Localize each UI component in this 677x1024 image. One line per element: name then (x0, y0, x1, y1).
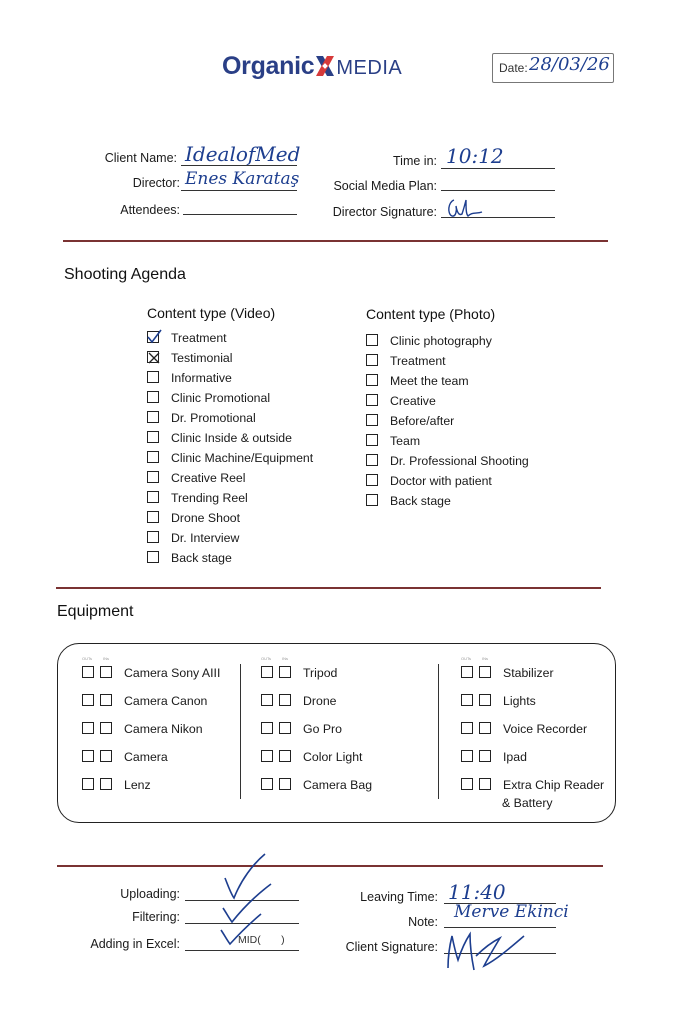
equipment-col1-item-camera-nikon[interactable] (82, 722, 203, 736)
equipment-col1-in-checkbox[interactable] (100, 722, 112, 734)
video-item-dr-promotional[interactable] (147, 408, 313, 428)
equipment-separator-1 (240, 664, 241, 799)
video-item-label: Creative Reel (171, 471, 246, 485)
equipment-col1-in-checkbox[interactable] (100, 666, 112, 678)
equipment-col2-item-label: Go Pro (303, 722, 342, 736)
attendees-label: Attendees: (120, 203, 180, 217)
video-item-label: Drone Shoot (171, 511, 241, 525)
video-checkbox[interactable] (147, 531, 159, 543)
equipment-col3-item-label: Extra Chip Reader (503, 778, 605, 792)
video-item-drone-shoot[interactable] (147, 508, 313, 528)
video-checkbox[interactable] (147, 471, 159, 483)
photo-item-clinic-photography[interactable] (366, 331, 529, 351)
equipment-col1-item-label: Lenz (124, 778, 151, 792)
equipment-col2-in-checkbox[interactable] (279, 722, 291, 734)
equipment-col1-out-checkbox[interactable] (82, 778, 94, 790)
equipment-col2-item-camera-bag[interactable] (261, 778, 372, 792)
leaving-time-value: 11:40 (448, 880, 506, 904)
video-checkbox[interactable] (147, 351, 159, 363)
photo-checkbox[interactable] (366, 494, 378, 506)
equipment-col3-item-voice-recorder[interactable] (461, 722, 587, 736)
equipment-col3-out-checkbox[interactable] (461, 666, 473, 678)
adding-in-excel-label: Adding in Excel: (90, 937, 180, 951)
photo-checkbox[interactable] (366, 394, 378, 406)
video-checkbox[interactable] (147, 451, 159, 463)
photo-item-doctor-with-patient[interactable] (366, 471, 529, 491)
social-media-plan-line (441, 190, 555, 191)
photo-item-label: Treatment (390, 354, 446, 368)
client-name-value: IdealofMed (185, 142, 301, 166)
equipment-col1-in-checkbox[interactable] (100, 694, 112, 706)
equipment-col3-in-checkbox[interactable] (479, 750, 491, 762)
video-checkbox[interactable] (147, 511, 159, 523)
video-item-informative[interactable] (147, 368, 313, 388)
equipment-col2-out-checkbox[interactable] (261, 750, 273, 762)
equipment-col1-item-camera[interactable] (82, 750, 168, 764)
equipment-col3-out-checkbox[interactable] (461, 778, 473, 790)
video-item-clinic-machine-equipment[interactable] (147, 448, 313, 468)
video-item-clinic-promotional[interactable] (147, 388, 313, 408)
equipment-col3-item-lights[interactable] (461, 694, 536, 708)
photo-item-label: Before/after (390, 414, 455, 428)
equipment-col2-in-checkbox[interactable] (279, 694, 291, 706)
col3-outs-header: OUTs (461, 656, 471, 661)
equipment-col1-item-label: Camera Sony AIII (124, 666, 221, 680)
video-content-list (147, 328, 313, 568)
video-checkbox[interactable] (147, 331, 159, 343)
photo-item-label: Meet the team (390, 374, 469, 388)
video-item-label: Back stage (171, 551, 232, 565)
photo-checkbox[interactable] (366, 474, 378, 486)
col1-outs-header: OUTs (82, 656, 92, 661)
video-item-label: Trending Reel (171, 491, 248, 505)
equipment-col1-item-label: Camera Nikon (124, 722, 203, 736)
equipment-col1-item-lenz[interactable] (82, 778, 151, 792)
video-item-dr-interview[interactable] (147, 528, 313, 548)
leaving-time-label: Leaving Time: (360, 890, 438, 904)
director-value: Enes Karataş (185, 169, 300, 189)
equipment-col2-out-checkbox[interactable] (261, 666, 273, 678)
equipment-col2-out-checkbox[interactable] (261, 694, 273, 706)
director-signature-label: Director Signature: (332, 205, 437, 219)
photo-item-label: Back stage (390, 494, 451, 508)
video-item-label: Testimonial (171, 351, 233, 365)
date-value: 28/03/26 (529, 54, 610, 75)
video-checkbox[interactable] (147, 391, 159, 403)
video-item-label: Treatment (171, 331, 227, 345)
equipment-col2-item-label: Drone (303, 694, 337, 708)
equipment-col2-item-go-pro[interactable] (261, 722, 342, 736)
equipment-col2-item-drone[interactable] (261, 694, 337, 708)
photo-item-treatment[interactable] (366, 351, 529, 371)
social-media-plan-label: Social Media Plan: (333, 179, 437, 193)
client-signature-image (444, 920, 534, 975)
time-in-label: Time in: (393, 154, 437, 168)
photo-checkbox[interactable] (366, 374, 378, 386)
col1-ins-header: INs (103, 656, 109, 661)
video-item-label: Dr. Interview (171, 531, 240, 545)
equipment-col2-item-color-light[interactable] (261, 750, 362, 764)
filtering-label: Filtering: (132, 910, 180, 924)
section-divider-middle (56, 587, 601, 589)
note-label: Note: (408, 915, 438, 929)
equipment-col2-item-tripod[interactable] (261, 666, 337, 680)
equipment-col3-item-label: Ipad (503, 750, 527, 764)
equipment-col3-item-extra-chip-reader[interactable] (461, 778, 604, 792)
photo-item-back-stage[interactable] (366, 491, 529, 511)
equipment-col2-out-checkbox[interactable] (261, 778, 273, 790)
equipment-col1-item-label: Camera (124, 750, 168, 764)
video-item-testimonial[interactable] (147, 348, 313, 368)
equipment-col2-item-label: Tripod (303, 666, 338, 680)
equipment-col1-out-checkbox[interactable] (82, 722, 94, 734)
photo-item-creative[interactable] (366, 391, 529, 411)
video-checkbox[interactable] (147, 371, 159, 383)
video-item-clinic-inside-outside[interactable] (147, 428, 313, 448)
equipment-col3-item-label: & Battery (502, 796, 553, 810)
col3-ins-header: INs (482, 656, 488, 661)
equipment-title: Equipment (57, 603, 134, 620)
logo-text-organic: Organic (222, 52, 315, 80)
equipment-col2-item-label: Camera Bag (303, 778, 373, 792)
equipment-col3-in-checkbox[interactable] (479, 778, 491, 790)
video-item-label: Clinic Machine/Equipment (171, 451, 314, 465)
video-item-label: Dr. Promotional (171, 411, 256, 425)
video-item-label: Clinic Inside & outside (171, 431, 292, 445)
photo-checkbox[interactable] (366, 454, 378, 466)
equipment-col3-item-ipad[interactable] (461, 750, 527, 764)
equipment-col2-in-checkbox[interactable] (279, 750, 291, 762)
col2-ins-header: INs (282, 656, 288, 661)
equipment-col3-item-label: Voice Recorder (503, 722, 588, 736)
equipment-col2-in-checkbox[interactable] (279, 666, 291, 678)
equipment-col2-in-checkbox[interactable] (279, 778, 291, 790)
shooting-agenda-title: Shooting Agenda (64, 266, 186, 283)
video-item-creative-reel[interactable] (147, 468, 313, 488)
equipment-col3-in-checkbox[interactable] (479, 666, 491, 678)
video-item-treatment[interactable] (147, 328, 313, 348)
equipment-col3-item-label: Stabilizer (503, 666, 554, 680)
director-label: Director: (132, 176, 180, 190)
uploading-label: Uploading: (120, 887, 180, 901)
equipment-col1-in-checkbox[interactable] (100, 750, 112, 762)
equipment-col3-out-checkbox[interactable] (461, 722, 473, 734)
date-label: Date: (499, 61, 528, 75)
equipment-col1-item-camera-sony-aiii[interactable] (82, 666, 220, 680)
photo-checkbox[interactable] (366, 354, 378, 366)
video-column-title: Content type (Video) (147, 305, 276, 321)
section-divider-top (63, 240, 608, 242)
equipment-col3-out-checkbox[interactable] (461, 694, 473, 706)
time-in-line (441, 168, 555, 169)
photo-item-meet-the-team[interactable] (366, 371, 529, 391)
adding-in-excel-value: MID( ) (238, 934, 285, 946)
completion-check-marks (215, 850, 295, 950)
video-checkbox[interactable] (147, 491, 159, 503)
time-in-value: 10:12 (446, 144, 504, 168)
equipment-col3-item-stabilizer[interactable] (461, 666, 554, 680)
director-signature-image (444, 196, 484, 222)
date-box (492, 53, 614, 83)
video-checkbox[interactable] (147, 411, 159, 423)
photo-item-label: Clinic photography (390, 334, 492, 348)
equipment-col1-item-camera-canon[interactable] (82, 694, 207, 708)
photo-item-before-after[interactable] (366, 411, 529, 431)
logo-text-media: MEDIA (336, 57, 403, 79)
photo-checkbox[interactable] (366, 414, 378, 426)
col2-outs-header: OUTs (261, 656, 271, 661)
photo-item-label: Creative (390, 394, 436, 408)
equipment-col2-out-checkbox[interactable] (261, 722, 273, 734)
equipment-col3-item-battery (461, 796, 553, 810)
video-item-label: Informative (171, 371, 232, 385)
equipment-col3-item-label: Lights (503, 694, 536, 708)
equipment-col1-out-checkbox[interactable] (82, 694, 94, 706)
equipment-col1-out-checkbox[interactable] (82, 666, 94, 678)
photo-column-title: Content type (Photo) (366, 306, 496, 322)
director-line (181, 190, 297, 191)
photo-item-dr-professional-shooting[interactable] (366, 451, 529, 471)
section-divider-bottom (57, 865, 603, 867)
video-checkbox[interactable] (147, 551, 159, 563)
photo-item-label: Team (390, 434, 421, 448)
photo-content-list (366, 331, 529, 511)
photo-item-label: Dr. Professional Shooting (390, 454, 529, 468)
client-signature-label: Client Signature: (345, 940, 438, 954)
photo-checkbox[interactable] (366, 434, 378, 446)
equipment-col3-in-checkbox[interactable] (479, 694, 491, 706)
equipment-col1-item-label: Camera Canon (124, 694, 208, 708)
brand-logo (222, 52, 402, 85)
video-item-label: Clinic Promotional (171, 391, 271, 405)
logo-x-icon (314, 54, 336, 85)
equipment-col1-out-checkbox[interactable] (82, 750, 94, 762)
equipment-col3-out-checkbox[interactable] (461, 750, 473, 762)
video-checkbox[interactable] (147, 431, 159, 443)
equipment-col3-in-checkbox[interactable] (479, 722, 491, 734)
attendees-line (183, 214, 297, 215)
adding-in-excel-line (185, 950, 299, 951)
equipment-separator-2 (438, 664, 439, 799)
photo-checkbox[interactable] (366, 334, 378, 346)
note-value: Merve Ekinci (454, 902, 569, 922)
video-item-trending-reel[interactable] (147, 488, 313, 508)
photo-item-label: Doctor with patient (390, 474, 492, 488)
photo-item-team[interactable] (366, 431, 529, 451)
equipment-col2-item-label: Color Light (303, 750, 363, 764)
video-item-back-stage[interactable] (147, 548, 313, 568)
client-name-label: Client Name: (104, 151, 177, 165)
equipment-col1-in-checkbox[interactable] (100, 778, 112, 790)
